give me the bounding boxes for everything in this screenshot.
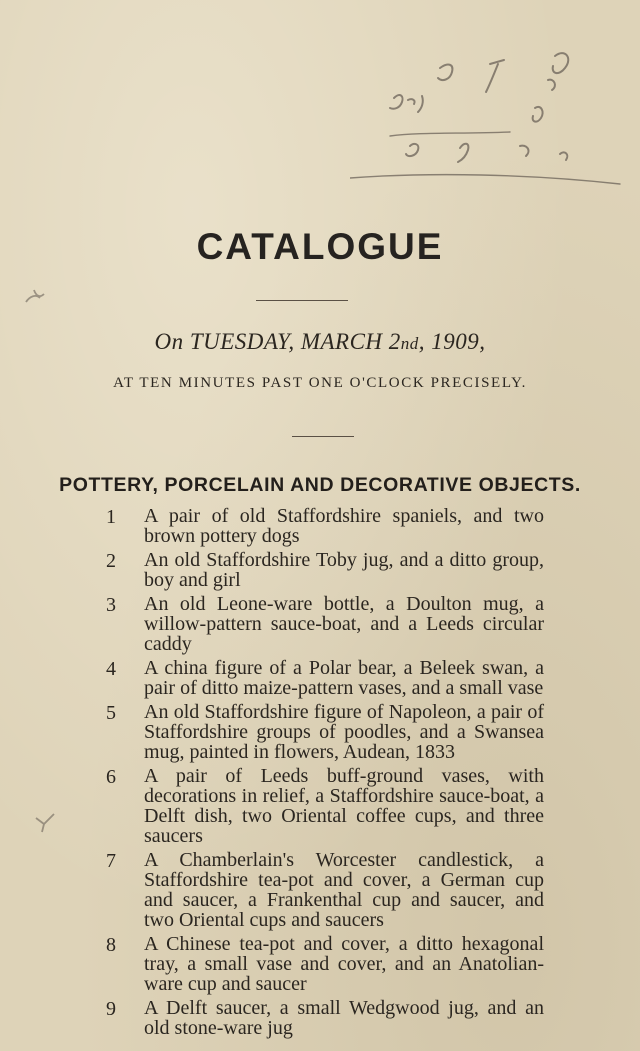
lot-number: 4 (106, 658, 116, 680)
lot-number: 5 (106, 702, 116, 724)
lot-item (104, 658, 544, 698)
sale-date-suffix: nd (400, 334, 419, 353)
sale-date-text: On TUESDAY, MARCH 2 (154, 329, 401, 354)
lot-number: 9 (106, 998, 116, 1020)
lot-item (104, 998, 544, 1038)
lot-description: A Chamberlain's Worcester candlestick, a Staffordshire tea-pot and cover, a German cup and saucer, a Frankenthal cup and saucer, and two Oriental cups and saucers (144, 849, 544, 931)
handwritten-annotations (350, 28, 640, 188)
lot-number: 2 (106, 550, 116, 572)
sale-time-line: AT TEN MINUTES PAST ONE O'CLOCK PRECISELY. (113, 375, 527, 391)
lot-item (104, 506, 544, 546)
page-title: CATALOGUE (196, 226, 444, 267)
lot-description: A china figure of a Polar bear, a Beleek swan, a pair of ditto maize-pattern vases, and a small vase (144, 657, 544, 699)
divider-rule (256, 300, 348, 301)
lot-description: A Delft saucer, a small Wedgwood jug, and an old stone-ware jug (144, 997, 544, 1039)
lot-item (104, 934, 544, 994)
lot-description: A pair of old Staffordshire spaniels, and two brown pottery dogs (144, 505, 544, 547)
lot-number: 1 (106, 506, 116, 528)
section-heading: POTTERY, PORCELAIN AND DECORATIVE OBJECTS. (59, 474, 581, 496)
lot-description: An old Staffordshire Toby jug, and a ditto group, boy and girl (144, 549, 544, 591)
lot-description: A Chinese tea-pot and cover, a ditto hexagonal tray, a small vase and cover, and an Anatolian-ware cup and saucer (144, 933, 544, 995)
lot-number: 3 (106, 594, 116, 616)
lot-item (104, 594, 544, 654)
lot-item (104, 550, 544, 590)
pencil-mark-left-mid (32, 808, 58, 834)
lot-item (104, 702, 544, 762)
lot-number: 8 (106, 934, 116, 956)
lot-list (104, 506, 544, 1042)
divider-rule-short (292, 436, 354, 437)
lot-number: 6 (106, 766, 116, 788)
lot-number: 7 (106, 850, 116, 872)
lot-item (104, 850, 544, 930)
lot-description: An old Staffordshire figure of Napoleon, a pair of Staffordshire groups of poodles, and a Swansea mug, painted in flowers, Audean, 1833 (144, 701, 544, 763)
lot-description: A pair of Leeds buff-ground vases, with decorations in relief, a Staffordshire sauce-boat, a Delft dish, two Oriental coffee cups, and three saucers (144, 765, 544, 847)
lot-description: An old Leone-ware bottle, a Doulton mug, a willow-pattern sauce-boat, and a Leeds circular caddy (144, 593, 544, 655)
sale-date-line (0, 329, 640, 355)
pencil-mark-left-top (22, 280, 52, 310)
lot-item (104, 766, 544, 846)
sale-date-year: , 1909, (418, 329, 486, 354)
